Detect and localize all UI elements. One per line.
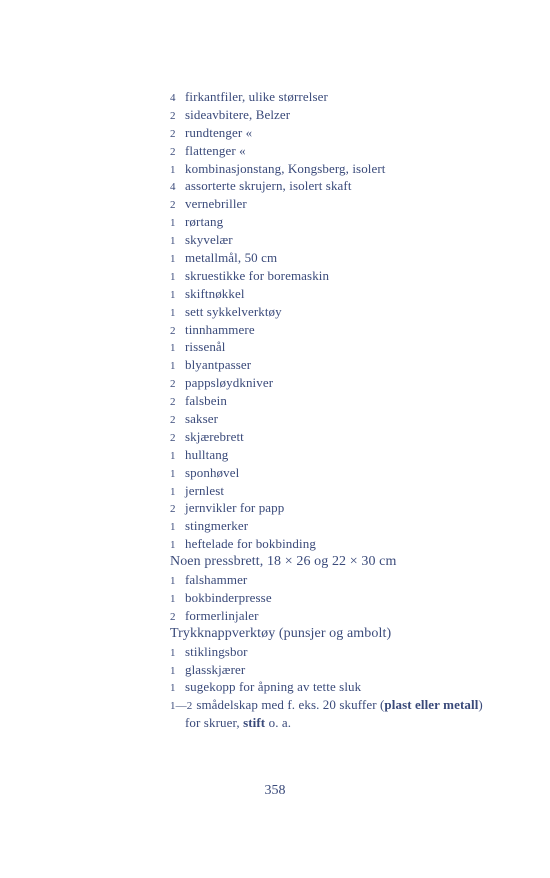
item-count: 2 xyxy=(170,145,176,158)
item-text: stingmerker xyxy=(185,518,249,534)
list-item xyxy=(170,553,530,571)
list-item xyxy=(170,321,530,339)
list-item xyxy=(170,678,530,696)
item-text: skjærebrett xyxy=(185,428,244,444)
item-count: 2 xyxy=(170,396,176,409)
list-item xyxy=(170,213,530,231)
item-text: stiklingsbor xyxy=(185,643,248,659)
item-text: jernlest xyxy=(185,482,225,498)
item-text: jernvikler for papp xyxy=(185,500,285,516)
item-count: 2 xyxy=(170,127,176,140)
item-text: formerlinjaler xyxy=(185,607,259,623)
list-item xyxy=(170,249,530,267)
item-text: skruestikke for boremaskin xyxy=(185,267,330,283)
item-text: heftelade for bokbinding xyxy=(185,536,316,552)
item-count: 1 xyxy=(170,360,176,373)
item-count: 1 xyxy=(170,306,176,319)
item-text: blyantpasser xyxy=(185,357,252,373)
item-text: kombinasjonstang, Kongsberg, isolert xyxy=(185,160,386,176)
item-text: pappsløydkniver xyxy=(185,375,274,391)
list-item xyxy=(170,535,530,553)
list-item xyxy=(170,661,530,679)
item-text: rissenål xyxy=(185,339,226,355)
list-item xyxy=(170,392,530,410)
item-text: sideavbitere, Belzer xyxy=(185,106,291,122)
item-count: 1 xyxy=(170,521,176,534)
list-item-last xyxy=(170,696,530,714)
item-count: 2 xyxy=(170,324,176,337)
item-text: sponhøvel xyxy=(185,464,240,480)
list-item xyxy=(170,177,530,195)
list-item xyxy=(170,589,530,607)
item-text: assorterte skrujern, isolert skaft xyxy=(185,178,352,194)
item-text: vernebriller xyxy=(185,196,247,212)
item-text: ) xyxy=(478,697,483,713)
item-count: 2 xyxy=(170,503,176,516)
item-count: 1 xyxy=(170,288,176,301)
item-text: for skruer, xyxy=(185,715,244,731)
list-item xyxy=(170,267,530,285)
item-count: 1 xyxy=(170,539,176,552)
item-count: 4 xyxy=(170,92,176,104)
list-item xyxy=(170,464,530,482)
list-item xyxy=(170,607,530,625)
page-number: 358 xyxy=(264,783,286,798)
list-item xyxy=(170,446,530,464)
item-count: 1 xyxy=(170,253,176,266)
item-count: 1 xyxy=(170,485,176,498)
item-text: falsbein xyxy=(185,393,227,409)
item-count: 1 xyxy=(170,235,176,248)
item-count: 4 xyxy=(170,181,176,194)
list-item xyxy=(170,356,530,374)
list-item xyxy=(170,160,530,178)
item-count: 1 xyxy=(170,646,176,659)
list-item xyxy=(170,195,530,213)
list-item xyxy=(170,374,530,392)
item-text: smådelskap med f. eks. 20 skuffer ( xyxy=(196,697,385,713)
item-text: firkantfiler, ulike størrelser xyxy=(185,89,328,104)
item-text: skiftnøkkel xyxy=(185,285,245,301)
item-count: 1 xyxy=(170,592,176,605)
list-item xyxy=(170,285,530,303)
list-item xyxy=(170,517,530,535)
item-count: 1 xyxy=(170,575,176,588)
item-text: rundtenger « xyxy=(185,124,253,140)
item-count: 2 xyxy=(170,431,176,444)
item-text: flattenger « xyxy=(185,142,246,158)
item-count: 2 xyxy=(170,109,176,122)
item-count: 1 xyxy=(170,467,176,480)
item-count: 1 xyxy=(170,342,176,355)
list-item xyxy=(170,571,530,589)
list-item xyxy=(170,482,530,500)
list-item xyxy=(170,231,530,249)
item-text: sugekopp for åpning av tette sluk xyxy=(185,679,362,695)
list-item xyxy=(170,410,530,428)
list-item xyxy=(170,124,530,142)
list-item xyxy=(170,106,530,124)
item-text-bold: plast eller metall xyxy=(384,697,479,713)
item-text: falshammer xyxy=(185,572,248,588)
list-item xyxy=(170,499,530,517)
item-count: 1—2 xyxy=(170,700,193,713)
equipment-list xyxy=(170,88,530,732)
item-text: sakser xyxy=(185,411,219,427)
item-count: 1 xyxy=(170,270,176,283)
item-count: 2 xyxy=(170,199,176,212)
item-text: glasskjærer xyxy=(185,661,246,677)
item-text: o. a. xyxy=(265,715,292,731)
item-text: skyvelær xyxy=(185,232,233,248)
list-item xyxy=(170,142,530,160)
item-text: Trykknappverktøy (punsjer og ambolt) xyxy=(170,625,392,641)
item-count: 1 xyxy=(170,217,176,230)
item-text: stift xyxy=(243,715,266,731)
item-text: hulltang xyxy=(185,446,229,462)
list-item xyxy=(170,643,530,661)
list-item xyxy=(170,88,530,106)
list-item xyxy=(170,303,530,321)
list-item-continuation xyxy=(170,714,530,732)
item-count: 2 xyxy=(170,378,176,391)
item-count: 1 xyxy=(170,449,176,462)
item-text: bokbinderpresse xyxy=(185,589,272,605)
item-text: sett sykkelverktøy xyxy=(185,303,282,319)
list-item xyxy=(170,625,530,643)
item-count: 2 xyxy=(170,414,176,427)
item-count: 1 xyxy=(170,682,176,695)
item-count: 1 xyxy=(170,664,176,677)
item-text: tinnhammere xyxy=(185,321,255,337)
item-text: Noen pressbrett, 18 × 26 og 22 × 30 cm xyxy=(170,554,397,570)
item-count: 2 xyxy=(170,610,176,623)
list-item xyxy=(170,428,530,446)
item-text: metallmål, 50 cm xyxy=(185,250,278,266)
item-text: rørtang xyxy=(185,214,224,230)
list-item xyxy=(170,338,530,356)
item-count: 1 xyxy=(170,163,176,176)
